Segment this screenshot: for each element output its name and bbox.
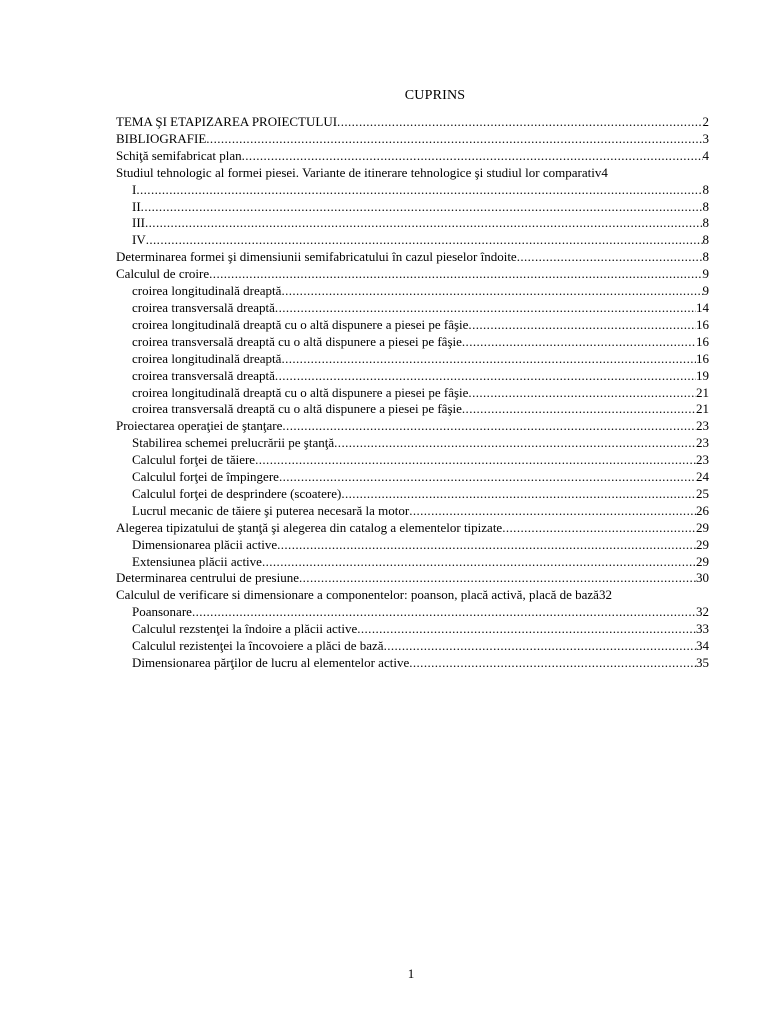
toc-leader-dots [146, 232, 703, 249]
toc-entry-page: 21 [696, 401, 709, 417]
toc-entry[interactable] [116, 638, 709, 655]
toc-entry[interactable] [116, 587, 709, 604]
toc-entry-page: 9 [702, 266, 709, 282]
toc-leader-dots [517, 249, 703, 266]
toc-entry-label: Calculul de verificare si dimensionare a componentelor: poanson, placă activă, placă de bază [116, 587, 599, 603]
toc-entry-page: 8 [702, 215, 709, 231]
toc-entry-page: 23 [696, 418, 709, 434]
toc-entry-label: croirea transversală dreaptă [132, 367, 275, 383]
toc-leader-dots [502, 520, 696, 537]
toc-leader-dots [409, 503, 696, 520]
toc-entry[interactable] [116, 266, 709, 283]
toc-entry-page: 16 [696, 316, 709, 332]
toc-entry-label: Calculul rezstenţei la îndoire a plăcii active [132, 621, 358, 637]
toc-entry-page: 32 [598, 587, 612, 603]
toc-entry-page: 33 [696, 621, 709, 637]
toc-entry[interactable] [116, 554, 709, 571]
toc-leader-dots [409, 655, 696, 672]
toc-entry-page: 2 [702, 114, 709, 129]
toc-entry-label: II [132, 198, 141, 214]
toc-leader-dots [462, 401, 696, 418]
toc-leader-dots [384, 638, 696, 655]
toc-entry-label: III [132, 215, 145, 231]
toc-entry[interactable] [116, 604, 709, 621]
toc-entry-label: croirea transversală dreaptă cu o altă dispunere a piesei pe fâşie [132, 333, 462, 349]
toc-entry[interactable] [116, 232, 709, 249]
toc-entry-page: 14 [696, 299, 709, 315]
toc-entry[interactable] [116, 503, 709, 520]
toc-entry-label: croirea longitudinală dreaptă cu o altă dispunere a piesei pe fâşie [132, 384, 469, 400]
toc-entry[interactable] [116, 300, 709, 317]
toc-entry[interactable] [116, 452, 709, 469]
toc-entry-page: 29 [696, 536, 709, 552]
toc-entry-label: croirea longitudinală dreaptă [132, 283, 282, 299]
toc-entry-label: TEMA ŞI ETAPIZAREA PROIECTULUI [116, 114, 338, 129]
toc-entry-page: 16 [696, 333, 709, 349]
toc-entry[interactable] [116, 368, 709, 385]
toc-entry[interactable] [116, 351, 709, 368]
toc-leader-dots [275, 300, 696, 317]
toc-entry[interactable] [116, 520, 709, 537]
toc-entry-label: Determinarea formei şi dimensiunii semifabricatului în cazul pieselor îndoite [116, 249, 517, 265]
toc-entry-label: Calculul forţei de tăiere [132, 452, 256, 468]
toc-entry-label: Dimensionarea plăcii active [132, 536, 278, 552]
toc-entry[interactable] [116, 469, 709, 486]
toc-entry[interactable] [116, 334, 709, 351]
toc-entry-page: 21 [696, 384, 709, 400]
toc-entry[interactable] [116, 131, 709, 148]
toc-leader-dots [145, 215, 703, 232]
toc-entry-label: croirea transversală dreaptă cu o altă dispunere a piesei pe fâşie [132, 401, 462, 417]
toc-leader-dots [462, 334, 696, 351]
toc-entry-label: croirea longitudinală dreaptă [132, 350, 282, 366]
toc-leader-dots [255, 452, 696, 469]
toc-entry-label: Proiectarea operaţiei de ştanţare [116, 418, 283, 434]
toc-entry-label: Schiţă semifabricat plan [116, 147, 242, 163]
toc-entry-page: 3 [702, 130, 709, 146]
toc-entry-page: 4 [702, 147, 709, 163]
toc-entry-label: croirea longitudinală dreaptă cu o altă dispunere a piesei pe fâşie [132, 316, 469, 332]
toc-entry-label: Stabilirea schemei prelucrării pe ştanţă [132, 435, 335, 451]
toc-entry[interactable] [116, 317, 709, 334]
toc-entry-page: 4 [601, 164, 608, 180]
toc-entry-page: 8 [702, 249, 709, 265]
toc-entry-page: 25 [696, 485, 709, 501]
toc-leader-dots [357, 621, 696, 638]
toc-leader-dots [275, 368, 696, 385]
toc-title: CUPRINS [404, 88, 466, 103]
toc-entry[interactable] [116, 621, 709, 638]
toc-entry-label: Extensiunea plăcii active [132, 553, 262, 569]
toc-entry-label: Alegerea tipizatului de ştanţă şi alegerea din catalog a elementelor tipizate [116, 519, 503, 535]
toc-entry[interactable] [116, 570, 709, 587]
toc-leader-dots [334, 435, 696, 452]
toc-leader-dots [468, 317, 696, 334]
toc-entry-page: 8 [702, 198, 709, 214]
toc-entry[interactable] [116, 401, 709, 418]
toc-entry-label: Calculul forţei de împingere [132, 469, 279, 485]
toc-entry-page: 23 [696, 435, 709, 451]
toc-entry-page: 30 [696, 570, 709, 586]
toc-entry-page: 26 [696, 502, 709, 518]
toc-leader-dots [279, 469, 696, 486]
toc-entry-label: Poansonare [132, 604, 192, 620]
toc-entry-page: 34 [696, 638, 709, 654]
toc-entry-label: Calculul rezistenţei la încovoiere a plăci de bază [132, 638, 384, 654]
toc-entry-page: 29 [696, 519, 709, 535]
toc-entry[interactable] [116, 215, 709, 232]
toc-leader-dots [192, 604, 696, 621]
toc-entry[interactable] [116, 148, 709, 165]
toc-entry-label: Calculul de croire [116, 266, 210, 282]
toc-leader-dots [281, 351, 696, 368]
toc-entry[interactable] [116, 199, 709, 216]
toc-leader-dots [282, 418, 696, 435]
toc-entry-label: BIBLIOGRAFIE [116, 130, 207, 146]
toc-entry[interactable] [116, 537, 709, 554]
toc-entry-page: 32 [696, 604, 709, 620]
toc-entry-label: IV [132, 232, 146, 248]
toc-leader-dots [242, 148, 703, 165]
toc-entry[interactable] [116, 249, 709, 266]
toc-entry[interactable] [116, 435, 709, 452]
toc-entry-label: Calculul forţei de desprindere (scoatere) [132, 485, 342, 501]
toc-entry-page: 29 [696, 553, 709, 569]
toc-leader-dots [468, 385, 696, 402]
toc-entry-page: 24 [696, 469, 709, 485]
toc-entry[interactable] [116, 114, 709, 131]
toc-entry[interactable] [116, 165, 709, 182]
toc-leader-dots [337, 114, 702, 131]
toc-leader-dots [277, 537, 696, 554]
toc-entry-page: 35 [696, 655, 709, 670]
toc-entry[interactable] [116, 418, 709, 435]
toc-entry-label: Studiul tehnologic al formei piesei. Variante de itinerare tehnologice şi studiul lor comparativ [116, 164, 602, 180]
toc-entry-label: Determinarea centrului de presiune [116, 570, 299, 586]
toc-entry[interactable] [116, 385, 709, 402]
toc-entry[interactable] [116, 486, 709, 503]
toc-leader-dots [209, 266, 702, 283]
table-of-contents [116, 114, 709, 672]
toc-entry-label: Dimensionarea părţilor de lucru al elementelor active [132, 655, 410, 670]
toc-entry-label: croirea transversală dreaptă [132, 299, 275, 315]
toc-leader-dots [206, 131, 702, 148]
toc-entry-page: 19 [696, 367, 709, 383]
toc-entry-page: 8 [702, 181, 709, 197]
toc-entry-page: 9 [702, 283, 709, 299]
toc-entry[interactable] [116, 655, 709, 672]
toc-entry-page: 16 [696, 350, 709, 366]
page-number: 1 [407, 966, 415, 981]
toc-leader-dots [341, 486, 696, 503]
toc-leader-dots [262, 554, 696, 571]
toc-leader-dots [299, 570, 696, 587]
toc-entry-page: 23 [696, 452, 709, 468]
toc-leader-dots [136, 182, 702, 199]
toc-entry[interactable] [116, 283, 709, 300]
toc-entry-page: 8 [702, 232, 709, 248]
toc-entry[interactable] [116, 182, 709, 199]
toc-leader-dots [281, 283, 702, 300]
toc-leader-dots [141, 199, 703, 216]
toc-entry-label: I [132, 181, 137, 197]
toc-entry-label: Lucrul mecanic de tăiere şi puterea necesară la motor [132, 502, 410, 518]
